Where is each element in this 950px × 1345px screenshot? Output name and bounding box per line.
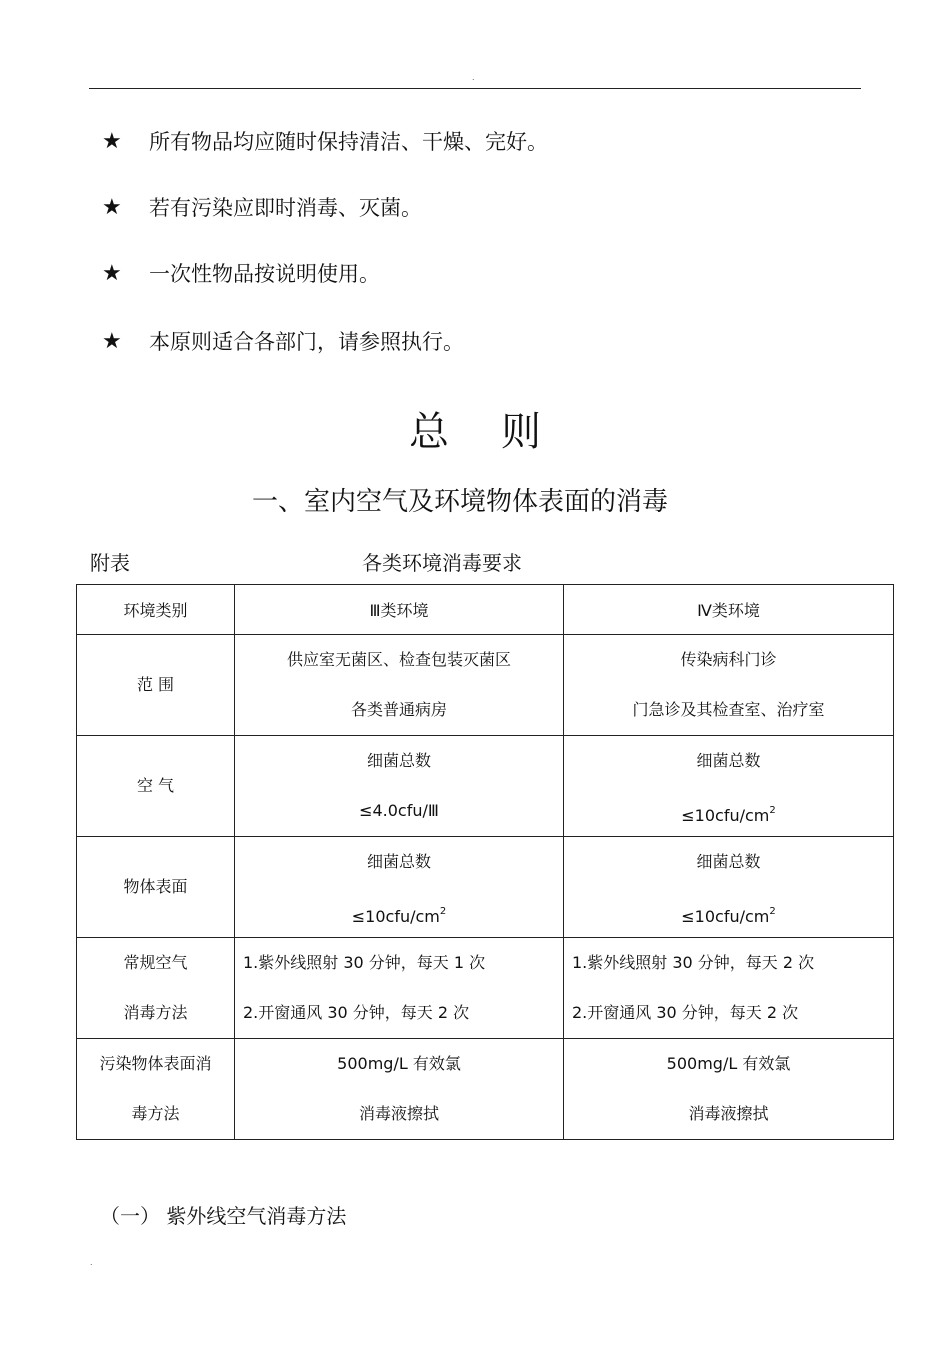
header-cell-class-iv: Ⅳ类环境 [564, 585, 894, 635]
class-iii-cell [235, 1039, 564, 1140]
bullet-text: 本原则适合各部门，请参照执行。 [149, 330, 464, 354]
value-text: ≤10cfu/cm [681, 907, 770, 926]
row-category-cell [77, 837, 235, 938]
class-iii-cell [235, 837, 564, 938]
table-row [77, 938, 894, 1039]
table-row [77, 736, 894, 837]
row-category-cell [77, 1039, 235, 1140]
bullet-text: 一次性物品按说明使用。 [149, 262, 380, 286]
cell-line: 细菌总数 [696, 852, 761, 871]
cell-line: 1.紫外线照射 30 分钟，每天 2 次 [572, 953, 815, 972]
cell-line: 细菌总数 [366, 751, 431, 770]
bullet-item [102, 126, 548, 156]
cell-line: 细菌总数 [696, 751, 761, 770]
class-iii-cell [235, 635, 564, 736]
cell-line: 毒方法 [131, 1104, 180, 1123]
cell-line: 门急诊及其检查室、治疗室 [632, 700, 825, 719]
superscript: 2 [439, 906, 447, 917]
cell-line: 细菌总数 [366, 852, 431, 871]
cell-line: 1.紫外线照射 30 分钟，每天 1 次 [243, 953, 486, 972]
cell-line: 消毒液擦拭 [358, 1104, 439, 1123]
bullet-item [102, 326, 464, 356]
cell-line: 2.开窗通风 30 分钟，每天 2 次 [572, 1003, 799, 1022]
class-iv-cell [564, 938, 894, 1039]
cell-line [564, 887, 893, 937]
table-row [77, 635, 894, 736]
star-icon: ★ [102, 194, 122, 220]
bullet-item [102, 258, 380, 288]
row-category-cell [77, 736, 235, 837]
cell-line: 2.开窗通风 30 分钟，每天 2 次 [243, 1003, 470, 1022]
cell-line: ≤4.0cfu/Ⅲ [359, 801, 439, 820]
cell-line [235, 887, 563, 937]
cell-line: 范 围 [136, 675, 175, 694]
cell-line: 各类普通病房 [350, 700, 447, 719]
table-row [77, 837, 894, 938]
cell-line: 消毒液擦拭 [688, 1104, 769, 1123]
cell-line: 500mg/L 有效氯 [337, 1054, 461, 1073]
row-category-cell [77, 938, 235, 1039]
value-text: ≤10cfu/cm [681, 806, 770, 825]
class-iii-cell [235, 736, 564, 837]
header-cell-category: 环境类别 [77, 585, 235, 635]
cell-line: 污染物体表面消 [99, 1054, 212, 1073]
row-category-cell [77, 635, 235, 736]
subsection-title: （一） 紫外线空气消毒方法 [100, 1204, 347, 1228]
table-row [77, 1039, 894, 1140]
header-dot: . [472, 73, 475, 82]
bullet-text: 若有污染应即时消毒、灭菌。 [149, 196, 422, 220]
section-title: 一、室内空气及环境物体表面的消毒 [251, 487, 668, 517]
class-iv-cell [564, 1039, 894, 1140]
disinfection-requirements-table [76, 584, 894, 1140]
cell-line [564, 786, 893, 836]
header-rule [89, 88, 861, 89]
star-icon: ★ [102, 128, 122, 154]
main-title: 总则 [409, 409, 593, 455]
class-iv-cell [564, 635, 894, 736]
cell-line: 传染病科门诊 [680, 650, 777, 669]
bullet-text: 所有物品均应随时保持清洁、干燥、完好。 [149, 130, 548, 154]
cell-line: 供应室无菌区、检查包装灭菌区 [286, 650, 511, 669]
header-cell-class-iii: Ⅲ类环境 [235, 585, 564, 635]
table-caption-label: 附表 [90, 551, 130, 575]
bullet-item [102, 192, 422, 222]
class-iii-cell [235, 938, 564, 1039]
star-icon: ★ [102, 260, 122, 286]
superscript: 2 [769, 906, 776, 917]
star-icon: ★ [102, 328, 122, 354]
cell-line: 物体表面 [123, 877, 188, 896]
cell-line: 消毒方法 [123, 1003, 188, 1022]
cell-line: 500mg/L 有效氯 [666, 1054, 791, 1073]
cell-line: 常规空气 [123, 953, 188, 972]
superscript: 2 [769, 805, 776, 816]
footer-dot: . [90, 1258, 93, 1267]
class-iv-cell [564, 736, 894, 837]
table-caption-title: 各类环境消毒要求 [362, 551, 522, 575]
value-text: ≤10cfu/cm [351, 907, 440, 926]
table-header-row [77, 585, 894, 635]
class-iv-cell [564, 837, 894, 938]
cell-line: 空 气 [136, 776, 175, 795]
